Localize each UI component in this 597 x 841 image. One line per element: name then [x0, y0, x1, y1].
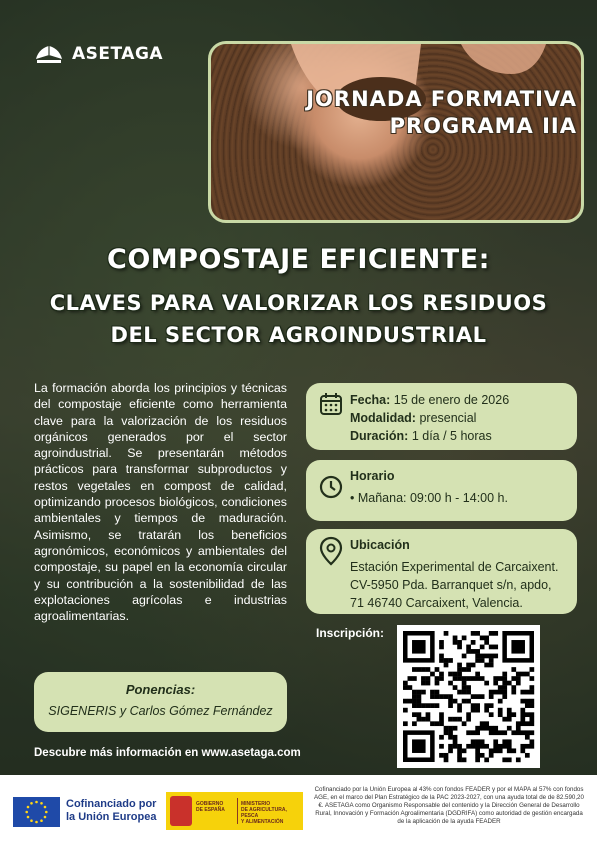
- ubicacion-line2: CV-5950 Pda. Barranquet s/n, apdo,: [350, 578, 552, 592]
- main-title-line2: CLAVES PARA VALORIZAR LOS RESIDUOS: [49, 291, 548, 315]
- modalidad-label: Modalidad:: [350, 411, 416, 425]
- more-info-link[interactable]: Descubre más información en www.asetaga.com: [34, 747, 301, 759]
- eu-line2: la Unión Europea: [66, 811, 157, 823]
- ponencias-card: [34, 672, 287, 732]
- ubicacion-line3: 71 46740 Carcaixent, Valencia.: [350, 596, 523, 610]
- ministry-line3: Y ALIMENTACIÓN: [241, 819, 284, 825]
- main-title-subtitle: [0, 287, 597, 351]
- main-title-line3: DEL SECTOR AGROINDUSTRIAL: [110, 323, 487, 347]
- ministry-line1: MINISTERIO: [241, 801, 271, 807]
- program-name: PROGRAMA IIA: [389, 114, 577, 138]
- modalidad-value: presencial: [419, 411, 477, 425]
- legal-text: Cofinanciado por la Unión Europea al 43% con fondos FEADER y por el MAPA al 57% con fondos AGE, en el marco del Plan Estratégico de la PAC 2023-2027, con una ayuda total de de 82.590,20 €. ASETAGA como Organismo Responsable del contenido y la Dirección General de Desarrollo Rural, Innovación y Formación Agroalimentaria (DGDRIFA) como autoridad de gestión encargada de la aplicación de la ayuda FEADER: [314, 786, 584, 825]
- brand-logo: [34, 43, 163, 65]
- fecha-label: Fecha:: [350, 393, 391, 407]
- inscripcion-label: Inscripción:: [316, 626, 385, 640]
- eu-line1: Cofinanciado por: [66, 798, 157, 810]
- location-card: [306, 529, 577, 614]
- gov-line1: GOBIERNO: [196, 801, 224, 807]
- duracion-value: 1 día / 5 horas: [411, 429, 492, 443]
- horario-label: Horario: [350, 469, 395, 483]
- location-pin-icon: [318, 536, 350, 612]
- eu-flag-icon: [13, 797, 60, 827]
- ponencias-label: Ponencias:: [125, 682, 196, 697]
- gov-divider: [237, 798, 238, 824]
- ubicacion-line1: Estación Experimental de Carcaixent.: [350, 560, 559, 574]
- ministerio-text: [241, 801, 303, 825]
- brand-name: ASETAGA: [72, 44, 164, 64]
- qr-code-icon[interactable]: [397, 625, 540, 768]
- event-header: [306, 86, 577, 140]
- eu-cofinanced-text: [66, 798, 156, 824]
- gov-line2: DE ESPAÑA: [196, 807, 225, 813]
- gobierno-text: [196, 801, 225, 813]
- clock-icon: [318, 467, 350, 507]
- ponencias-names: SIGENERIS y Carlos Gómez Fernández: [48, 704, 273, 718]
- book-fan-icon: [34, 43, 64, 65]
- horario-item: Mañana: 09:00 h - 14:00 h.: [357, 491, 508, 505]
- fecha-value: 15 de enero de 2026: [393, 393, 510, 407]
- ministry-line2: DE AGRICULTURA, PESCA: [241, 807, 287, 819]
- event-type: JORNADA FORMATIVA: [306, 87, 577, 111]
- gobierno-espana-logo: [166, 792, 303, 830]
- ubicacion-label: Ubicación: [350, 538, 410, 552]
- main-title-line1: COMPOSTAJE EFICIENTE:: [107, 244, 490, 275]
- duracion-label: Duración:: [350, 429, 409, 443]
- calendar-icon: [318, 391, 350, 445]
- course-description: La formación aborda los principios y técnicas del compostaje eficiente como herramienta clave para la valorización de los residuos orgánicos generados por el sector agroindustrial. Se presentarán métodos prácticos para transformar subproductos y restos vegetales en compost de calidad, optimizando procesos biológicos, condiciones ambientales y tiempos de maduración. Asimismo, se tratarán los beneficios agronómicos, económicos y ambientales del compostaje, su papel en la economía circular y su contribución a la sostenibilidad de las explotaciones agrícolas e industrias agroalimentarias.: [34, 381, 287, 624]
- spain-shield-icon: [170, 796, 192, 826]
- schedule-card: Horario • Mañana: 09:00 h - 14:00 h.: [306, 460, 577, 521]
- details-card: [306, 383, 577, 450]
